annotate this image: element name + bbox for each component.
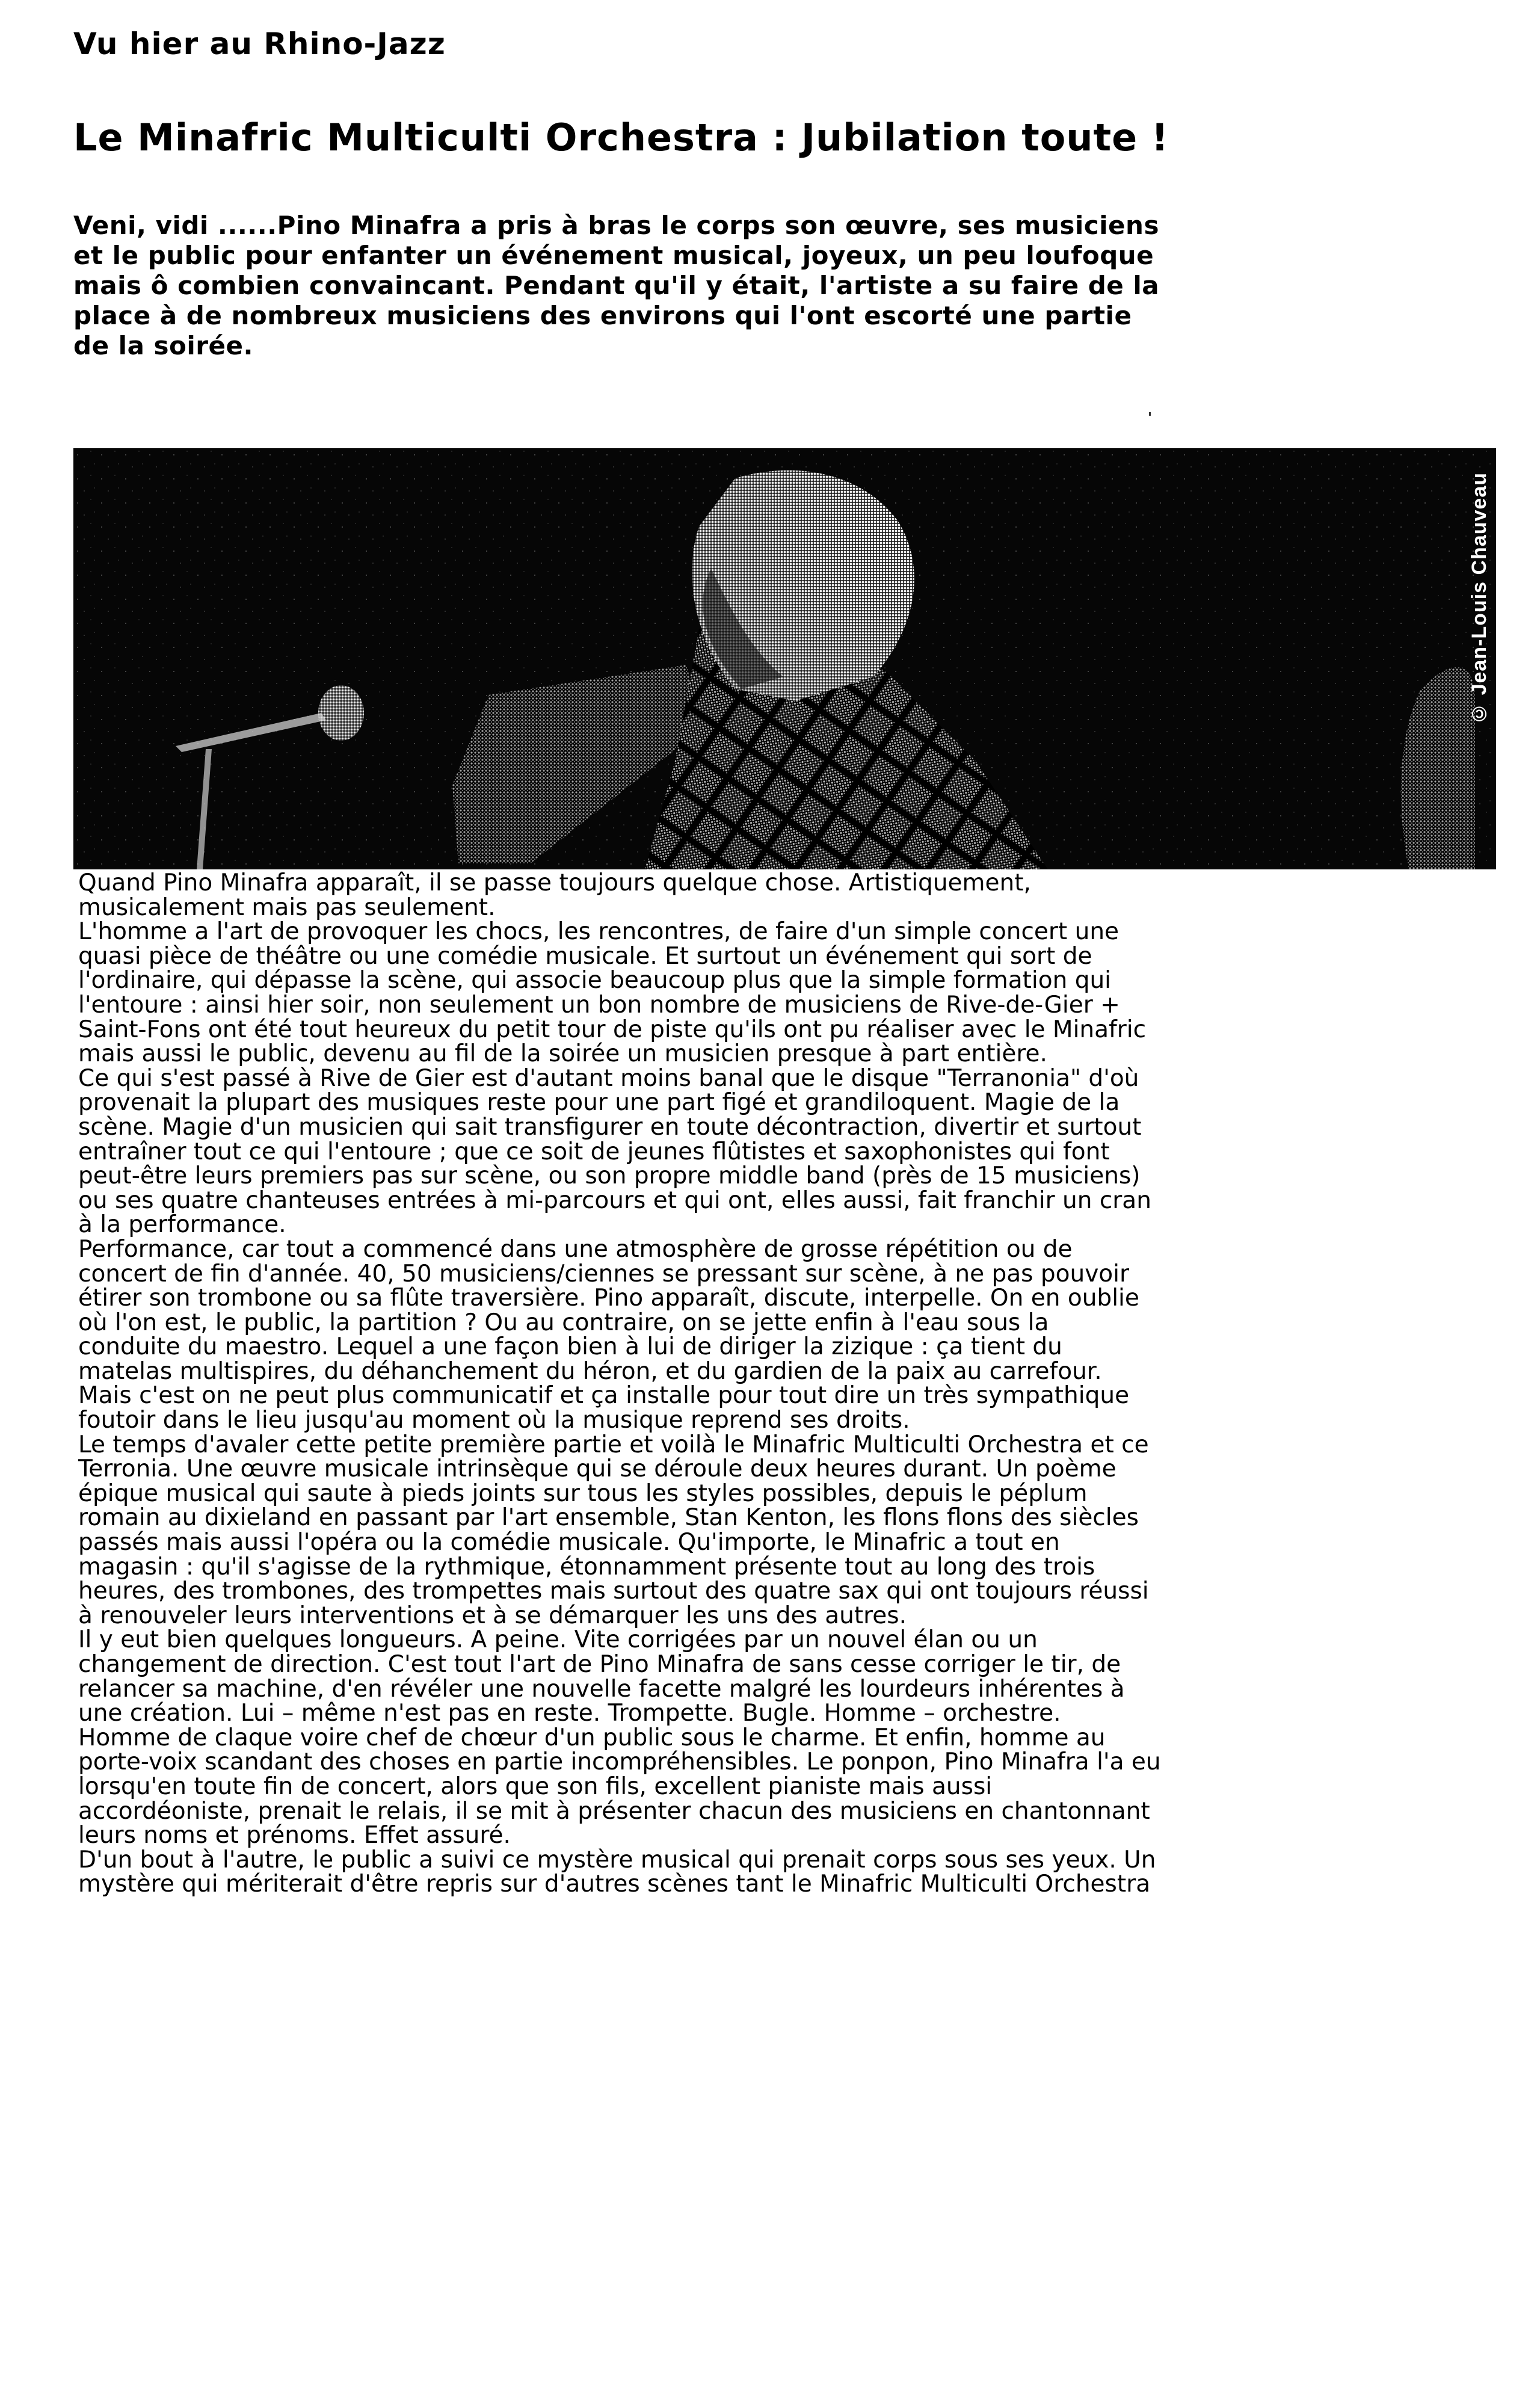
body-line: mystère qui mériterait d'être repris sur d'autres scènes tant le Minafric Multiculti Orchestra — [78, 1871, 1151, 1898]
body-line: scène. Magie d'un musicien qui sait transfigurer en toute décontraction, divertir et surtout — [78, 1113, 1142, 1141]
body-line: romain au dixieland en passant par l'art ensemble, Stan Kenton, les flons flons des siècles — [78, 1504, 1139, 1532]
lede-line: mais ô combien convaincant. Pendant qu'il y était, l'artiste a su faire de la — [73, 271, 1160, 300]
scan-speck — [1149, 412, 1151, 416]
body-line: relancer sa machine, d'en révéler une nouvelle facette malgré les lourdeurs inhérentes à — [78, 1675, 1125, 1703]
body-line: Il y eut bien quelques longueurs. A peine. Vite corrigées par un nouvel élan ou un — [78, 1626, 1038, 1654]
body-line: ou ses quatre chanteuses entrées à mi-parcours et qui ont, elles aussi, fait franchir un cran — [78, 1186, 1151, 1214]
body-line: matelas multispires, du déhanchement du héron, et du gardien de la paix au carrefour. — [78, 1357, 1102, 1385]
lede-line: place à de nombreux musiciens des environs qui l'ont escorté une partie — [73, 301, 1132, 330]
body-line: l'ordinaire, qui dépasse la scène, qui associe beaucoup plus que la simple formation qui — [78, 967, 1112, 995]
body-line: musicalement mais pas seulement. — [78, 893, 496, 921]
body-line: où l'on est, le public, la partition ? Ou au contraire, on se jette enfin à l'eau sous la — [78, 1309, 1049, 1336]
body-line: Saint-Fons ont été tout heureux du petit tour de piste qu'ils ont pu réaliser avec le Minafric — [78, 1016, 1147, 1043]
article-headline: Le Minafric Multiculti Orchestra : Jubilation toute ! — [73, 116, 1169, 159]
body-line: L'homme a l'art de provoquer les chocs, les rencontres, de faire d'un simple concert une — [78, 918, 1120, 946]
body-line: peut-être leurs premiers pas sur scène, ou son propre middle band (près de 15 musiciens) — [78, 1162, 1141, 1190]
body-line: Ce qui s'est passé à Rive de Gier est d'autant moins banal que le disque "Terranonia" d'où — [78, 1064, 1139, 1092]
body-line: conduite du maestro. Lequel a une façon bien à lui de diriger la zizique : ça tient du — [78, 1333, 1062, 1361]
body-line: à la performance. — [78, 1211, 286, 1239]
body-line: Quand Pino Minafra apparaît, il se passe toujours quelque chose. Artistiquement, — [78, 869, 1031, 896]
body-line: Homme de claque voire chef de chœur d'un public sous le charme. Et enfin, homme au — [78, 1724, 1106, 1751]
body-line: épique musical qui saute à pieds joints sur tous les styles possibles, depuis le péplum — [78, 1479, 1088, 1507]
body-line: leurs noms et prénoms. Effet assuré. — [78, 1822, 511, 1849]
body-line: l'entoure : ainsi hier soir, non seulement un bon nombre de musiciens de Rive-de-Gier + — [78, 991, 1120, 1019]
photo-credit: © Jean-Louis Chauveau — [1468, 472, 1491, 725]
lede-line: de la soirée. — [73, 331, 253, 360]
body-line: étirer son trombone ou sa flûte traversière. Pino apparaît, discute, interpelle. On en oublie — [78, 1285, 1139, 1312]
microphone — [318, 685, 364, 741]
body-line: changement de direction. C'est tout l'art de Pino Minafra de sans cesse corriger le tir, de — [78, 1651, 1121, 1678]
body-line: entraîner tout ce qui l'entoure ; que ce soit de jeunes flûtistes et saxophonistes qui font — [78, 1138, 1110, 1165]
article-kicker: Vu hier au Rhino-Jazz — [73, 26, 446, 61]
body-line: Terronia. Une œuvre musicale intrinsèque qui se déroule deux heures durant. Un poème — [78, 1455, 1116, 1483]
body-line: foutoir dans le lieu jusqu'au moment où la musique reprend ses droits. — [78, 1407, 910, 1434]
body-line: provenait la plupart des musiques reste pour une part figé et grandiloquent. Magie de la — [78, 1089, 1120, 1117]
body-line: à renouveler leurs interventions et à se démarquer les uns des autres. — [78, 1602, 907, 1629]
body-line: lorsqu'en toute fin de concert, alors que son fils, excellent pianiste mais aussi — [78, 1772, 993, 1800]
body-line: une création. Lui – même n'est pas en reste. Trompette. Bugle. Homme – orchestre. — [78, 1700, 1061, 1727]
article-photo — [73, 448, 1496, 869]
lede-line: Veni, vidi ......Pino Minafra a pris à bras le corps son œuvre, ses musiciens — [73, 211, 1159, 240]
article-lede — [73, 211, 1397, 361]
body-line: magasin : qu'il s'agisse de la rythmique, étonnamment présente tout au long des trois — [78, 1553, 1095, 1581]
body-line: mais aussi le public, devenu au fil de la soirée un musicien presque à part entière. — [78, 1040, 1047, 1068]
body-line: quasi pièce de théâtre ou une comédie musicale. Et surtout un événement qui sort de — [78, 942, 1092, 970]
body-line: accordéoniste, prenait le relais, il se mit à présenter chacun des musiciens en chantonnant — [78, 1797, 1150, 1825]
body-line: Mais c'est on ne peut plus communicatif et ça installe pour tout dire un très sympathique — [78, 1382, 1130, 1410]
body-line: porte-voix scandant des choses en partie incompréhensibles. Le ponpon, Pino Minafra l'a eu — [78, 1748, 1161, 1776]
photo-illustration — [73, 448, 1496, 869]
body-line: Le temps d'avaler cette petite première partie et voilà le Minafric Multiculti Orchestra et ce — [78, 1431, 1149, 1458]
lede-line: et le public pour enfanter un événement musical, joyeux, un peu loufoque — [73, 241, 1154, 270]
body-line: Performance, car tout a commencé dans une atmosphère de grosse répétition ou de — [78, 1235, 1073, 1263]
body-line: heures, des trombones, des trompettes mais surtout des quatre sax qui ont toujours réussi — [78, 1578, 1149, 1605]
body-line: concert de fin d'année. 40, 50 musiciens/ciennes se pressant sur scène, à ne pas pouvoir — [78, 1260, 1130, 1288]
body-line: passés mais aussi l'opéra ou la comédie musicale. Qu'importe, le Minafric a tout en — [78, 1529, 1060, 1556]
body-line: D'un bout à l'autre, le public a suivi ce mystère musical qui prenait corps sous ses yeux. Un — [78, 1846, 1156, 1874]
article-body — [78, 871, 1462, 1897]
